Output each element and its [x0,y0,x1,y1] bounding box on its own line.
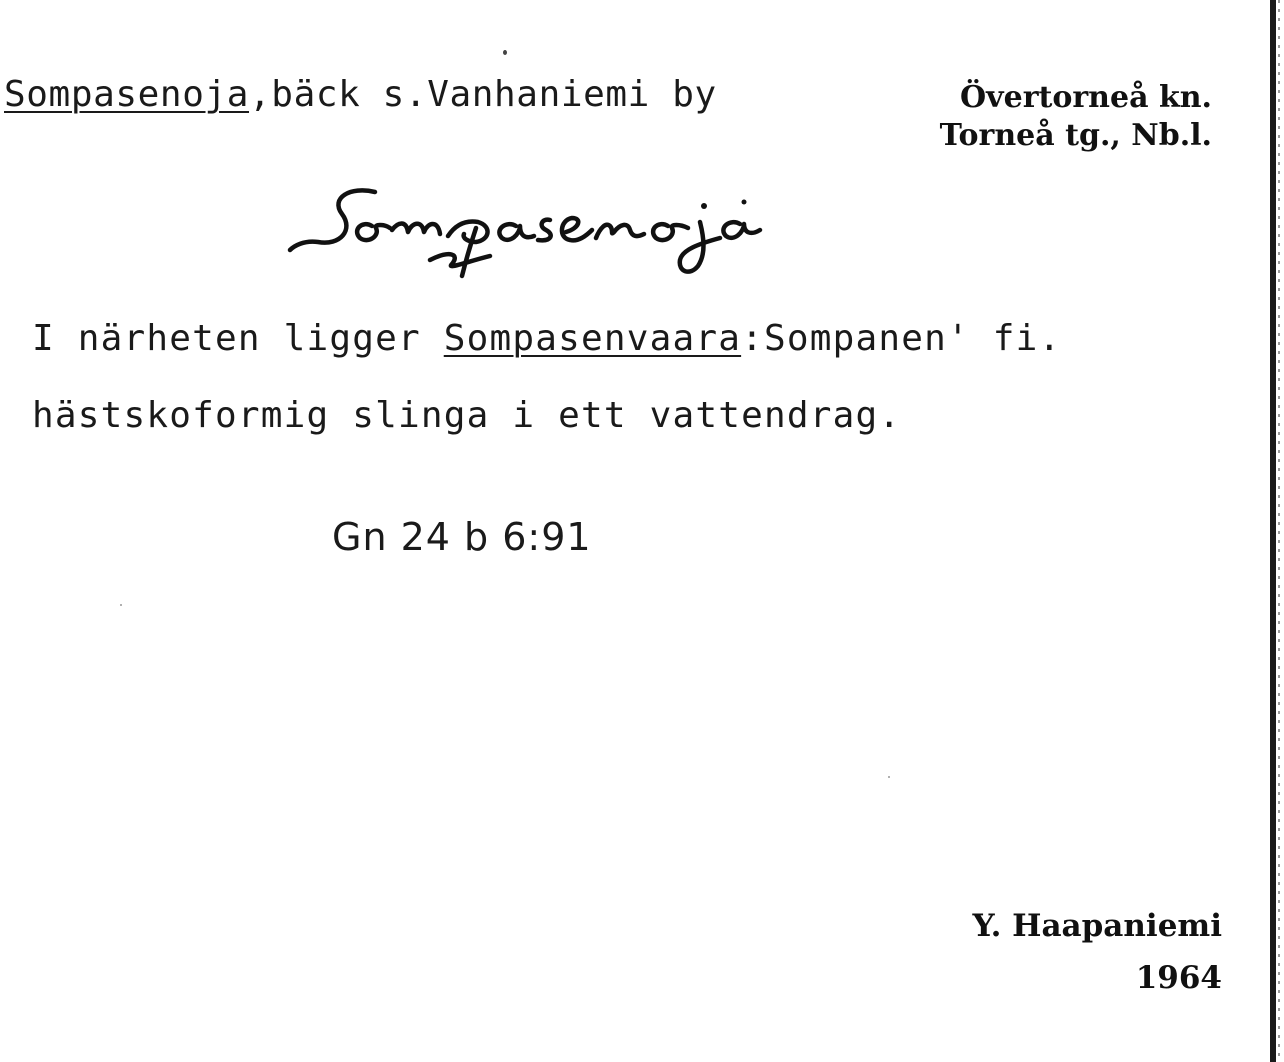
handwritten-name [280,180,960,290]
body-line-1-suffix: :Sompanen' fi. [741,318,1062,359]
archive-reference: Gn 24 b 6:91 [332,515,592,559]
card-edge-line [1270,0,1276,1062]
collection-year: 1964 [1135,960,1222,996]
card-edge-dots [1278,0,1280,1062]
related-place-name: Sompasenvaara [443,318,742,359]
collector-name: Y. Haapaniemi [972,908,1222,944]
body-line-1 [32,318,1061,359]
headword-line [4,74,717,115]
body-line-2: hästskoformig slinga i ett vattendrag. [32,395,902,436]
ink-speck [120,604,122,606]
headword-description: ,bäck s.Vanhaniemi by [249,74,717,115]
ink-speck [503,50,507,55]
municipality-label: Övertorneå kn. [960,80,1212,115]
body-line-1-prefix: I närheten ligger [32,318,444,359]
headword: Sompasenoja [4,74,250,115]
ink-speck [888,776,890,778]
district-label: Torneå tg., Nb.l. [939,118,1212,153]
